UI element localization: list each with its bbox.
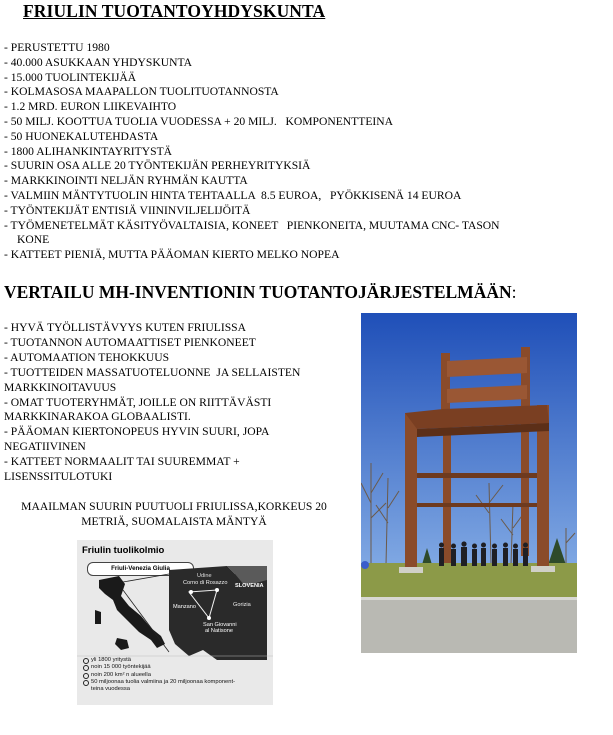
legend-text: yli 1800 yritystä <box>91 657 131 663</box>
list-item: - 1800 ALIHANKINTAYRITYSTÄ <box>4 144 173 158</box>
comparison-title-text: VERTAILU MH-INVENTIONIN TUOTANTOJÄRJESTELMÄÄN <box>4 282 512 302</box>
caption-line: MAAILMAN SUURIN PUUTUOLI FRIULISSA,KORKEUS 20 <box>21 500 327 513</box>
list-item: - KATTEET PIENIÄ, MUTTA PÄÄOMAN KIERTO MELKO NOPEA <box>4 248 340 262</box>
list-item: - VALMIIN MÄNTYTUOLIN HINTA TEHTAALLA 8.5 EUROA, PYÖKKISENÄ 14 EUROA <box>4 188 462 202</box>
comparison-title <box>4 282 516 303</box>
photo-caption <box>4 499 344 529</box>
bullet-icon <box>83 673 89 679</box>
map-label-gorizia: Gorizia <box>233 602 251 608</box>
legend-item <box>82 664 268 671</box>
bullet-icon <box>83 665 89 671</box>
map-title: Friulin tuolikolmio <box>82 545 165 556</box>
facts-list <box>4 41 594 263</box>
giant-chair-photo <box>361 313 577 653</box>
list-item: - 15.000 TUOLINTEKIJÄÄ <box>4 70 137 84</box>
italy-silhouette <box>99 576 165 648</box>
legend-text: 50 miljoonaa tuolia valmiina ja 20 miljoonaa komponent- <box>91 678 236 685</box>
map-label-natisone: al Natisone <box>205 628 233 634</box>
list-item: - KATTEET NORMAALIT TAI SUUREMMAT + <box>4 455 240 469</box>
list-item: - TUOTANNON AUTOMAATTISET PIENKONEET <box>4 335 256 349</box>
town-marker <box>189 590 193 594</box>
list-item-text: - TYÖMENETELMÄT KÄSITYÖVALTAISIA, KONEET PIENKONEITA, MUUTAMA CNC- TASON <box>4 218 500 232</box>
town-marker <box>207 616 211 620</box>
list-item: - TUOTTEIDEN MASSATUOTELUONNE JA SELLAISTEN <box>4 365 301 379</box>
sicily <box>115 638 129 650</box>
list-item: LISENSSITULOTUKI <box>4 470 113 484</box>
legend-text: noin 15 000 työntekijää <box>91 664 151 671</box>
list-item: - SUURIN OSA ALLE 20 TYÖNTEKIJÄN PERHEYRITYKSIÄ <box>4 159 311 173</box>
map-label-udine: Udine <box>197 573 212 579</box>
list-item <box>4 219 594 249</box>
list-item: - PERUSTETTU 1980 <box>4 41 110 54</box>
map-label-slovenia: SLOVENIA <box>235 583 264 589</box>
list-item: NEGATIIVINEN <box>4 440 86 454</box>
chair-triangle-map <box>77 540 273 705</box>
map-label-manzano: Manzano <box>173 604 197 610</box>
list-item: - 50 HUONEKALUTEHDASTA <box>4 129 159 143</box>
list-item: - OMAT TUOTERYHMÄT, JOILLE ON RIITTÄVÄSTI <box>4 395 272 409</box>
crowd <box>439 541 528 566</box>
list-item: - PÄÄOMAN KIERTONOPEUS HYVIN SUURI, JOPA <box>4 425 270 439</box>
bullet-icon <box>83 680 89 686</box>
curb <box>361 597 577 600</box>
list-item: - KOLMASOSA MAAPALLON TUOLITUOTANNOSTA <box>4 85 279 99</box>
road <box>361 599 577 653</box>
legend-item <box>82 657 268 664</box>
map-region-label: Friuli-Venezia Giulia <box>87 562 194 576</box>
comparison-list <box>4 321 352 485</box>
page-title: FRIULIN TUOTANTOYHDYSKUNTA <box>23 1 326 21</box>
caption-line: METRIÄ, SUOMALAISTA MÄNTYÄ <box>81 515 267 528</box>
giant-chair-illustration <box>361 313 577 653</box>
legend-text: noin 200 km² n alueella <box>91 671 151 678</box>
list-item: - HYVÄ TYÖLLISTÄVYYS KUTEN FRIULISSA <box>4 321 246 334</box>
legend-item <box>82 679 268 694</box>
map-label-san-giovanni: San Giovanni <box>203 622 237 628</box>
road-sign <box>361 561 369 569</box>
list-item: - AUTOMAATION TEHOKKUUS <box>4 350 170 364</box>
list-item-wrap: KONE <box>17 233 50 247</box>
list-item: MARKKINOITAVUUS <box>4 380 117 394</box>
map-legend <box>82 657 268 693</box>
sardinia <box>95 610 101 624</box>
list-item: - TYÖNTEKIJÄT ENTISIÄ VIININVILJELIJÖITÄ <box>4 203 251 217</box>
list-item: - 40.000 ASUKKAAN YHDYSKUNTA <box>4 55 193 69</box>
bullet-icon <box>83 658 89 664</box>
list-item: - 50 MILJ. KOOTTUA TUOLIA VUODESSA + 20 MILJ. KOMPONENTTEINA <box>4 114 394 128</box>
town-marker <box>215 588 219 592</box>
legend-text-cont: teina vuodessa <box>91 686 130 693</box>
list-item: - MARKKINOINTI NELJÄN RYHMÄN KAUTTA <box>4 174 248 188</box>
comparison-title-colon: : <box>511 282 517 302</box>
legend-item <box>82 672 268 679</box>
map-label-corno: Corno di Rosazzo <box>183 580 228 586</box>
list-item: - 1.2 MRD. EURON LIIKEVAIHTO <box>4 100 177 114</box>
list-item: MARKKINARAKOA GLOBAALISTI. <box>4 410 191 424</box>
